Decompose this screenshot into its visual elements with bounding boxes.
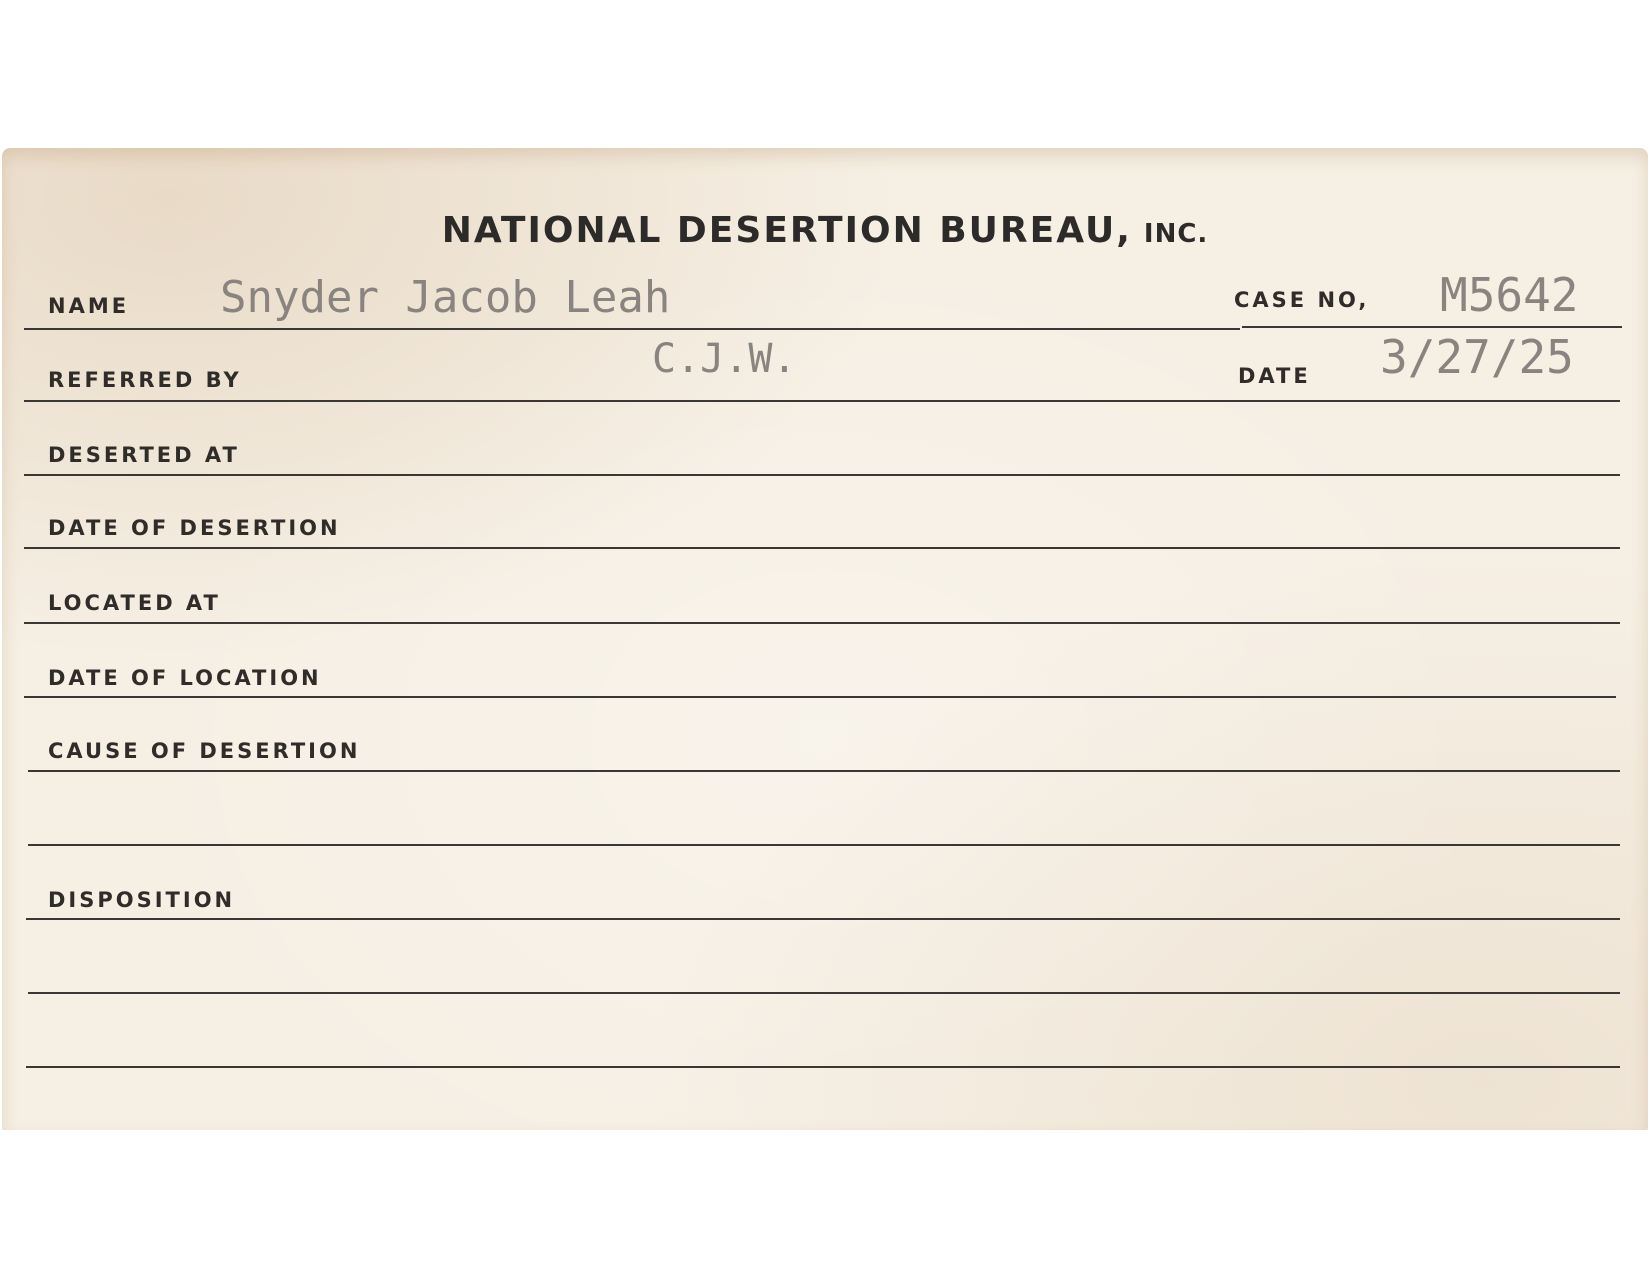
title-suffix: INC. bbox=[1143, 219, 1209, 249]
cause-of-desertion-rule bbox=[28, 770, 1620, 772]
referred-by-label: REFERRED BY bbox=[48, 368, 242, 392]
case-no-value: M5642 bbox=[1440, 268, 1579, 322]
case-no-rule bbox=[1242, 326, 1622, 328]
name-label: NAME bbox=[48, 294, 130, 318]
case-no-label: CASE NO, bbox=[1234, 288, 1370, 312]
deserted-at-rule bbox=[24, 474, 1620, 476]
card-title bbox=[0, 210, 1650, 251]
date-of-desertion-rule bbox=[24, 547, 1620, 549]
name-value: Snyder Jacob Leah bbox=[220, 272, 671, 323]
date-label: DATE bbox=[1238, 364, 1311, 388]
date-of-location-rule bbox=[24, 696, 1616, 698]
blank-rule-2 bbox=[28, 992, 1620, 994]
blank-rule-1 bbox=[28, 844, 1620, 846]
date-of-location-label: DATE OF LOCATION bbox=[48, 666, 322, 690]
disposition-label: DISPOSITION bbox=[48, 888, 236, 912]
name-rule bbox=[24, 328, 1240, 330]
disposition-rule bbox=[26, 918, 1620, 920]
date-value: 3/27/25 bbox=[1380, 330, 1574, 384]
located-at-label: LOCATED AT bbox=[48, 591, 221, 615]
deserted-at-label: DESERTED AT bbox=[48, 443, 240, 467]
title-main: NATIONAL DESERTION BUREAU, bbox=[441, 210, 1132, 251]
referred-by-rule bbox=[24, 400, 1620, 402]
date-of-desertion-label: DATE OF DESERTION bbox=[48, 516, 341, 540]
referred-by-value: C.J.W. bbox=[652, 336, 797, 382]
cause-of-desertion-label: CAUSE OF DESERTION bbox=[48, 739, 361, 763]
located-at-rule bbox=[24, 622, 1620, 624]
blank-rule-3 bbox=[26, 1066, 1620, 1068]
